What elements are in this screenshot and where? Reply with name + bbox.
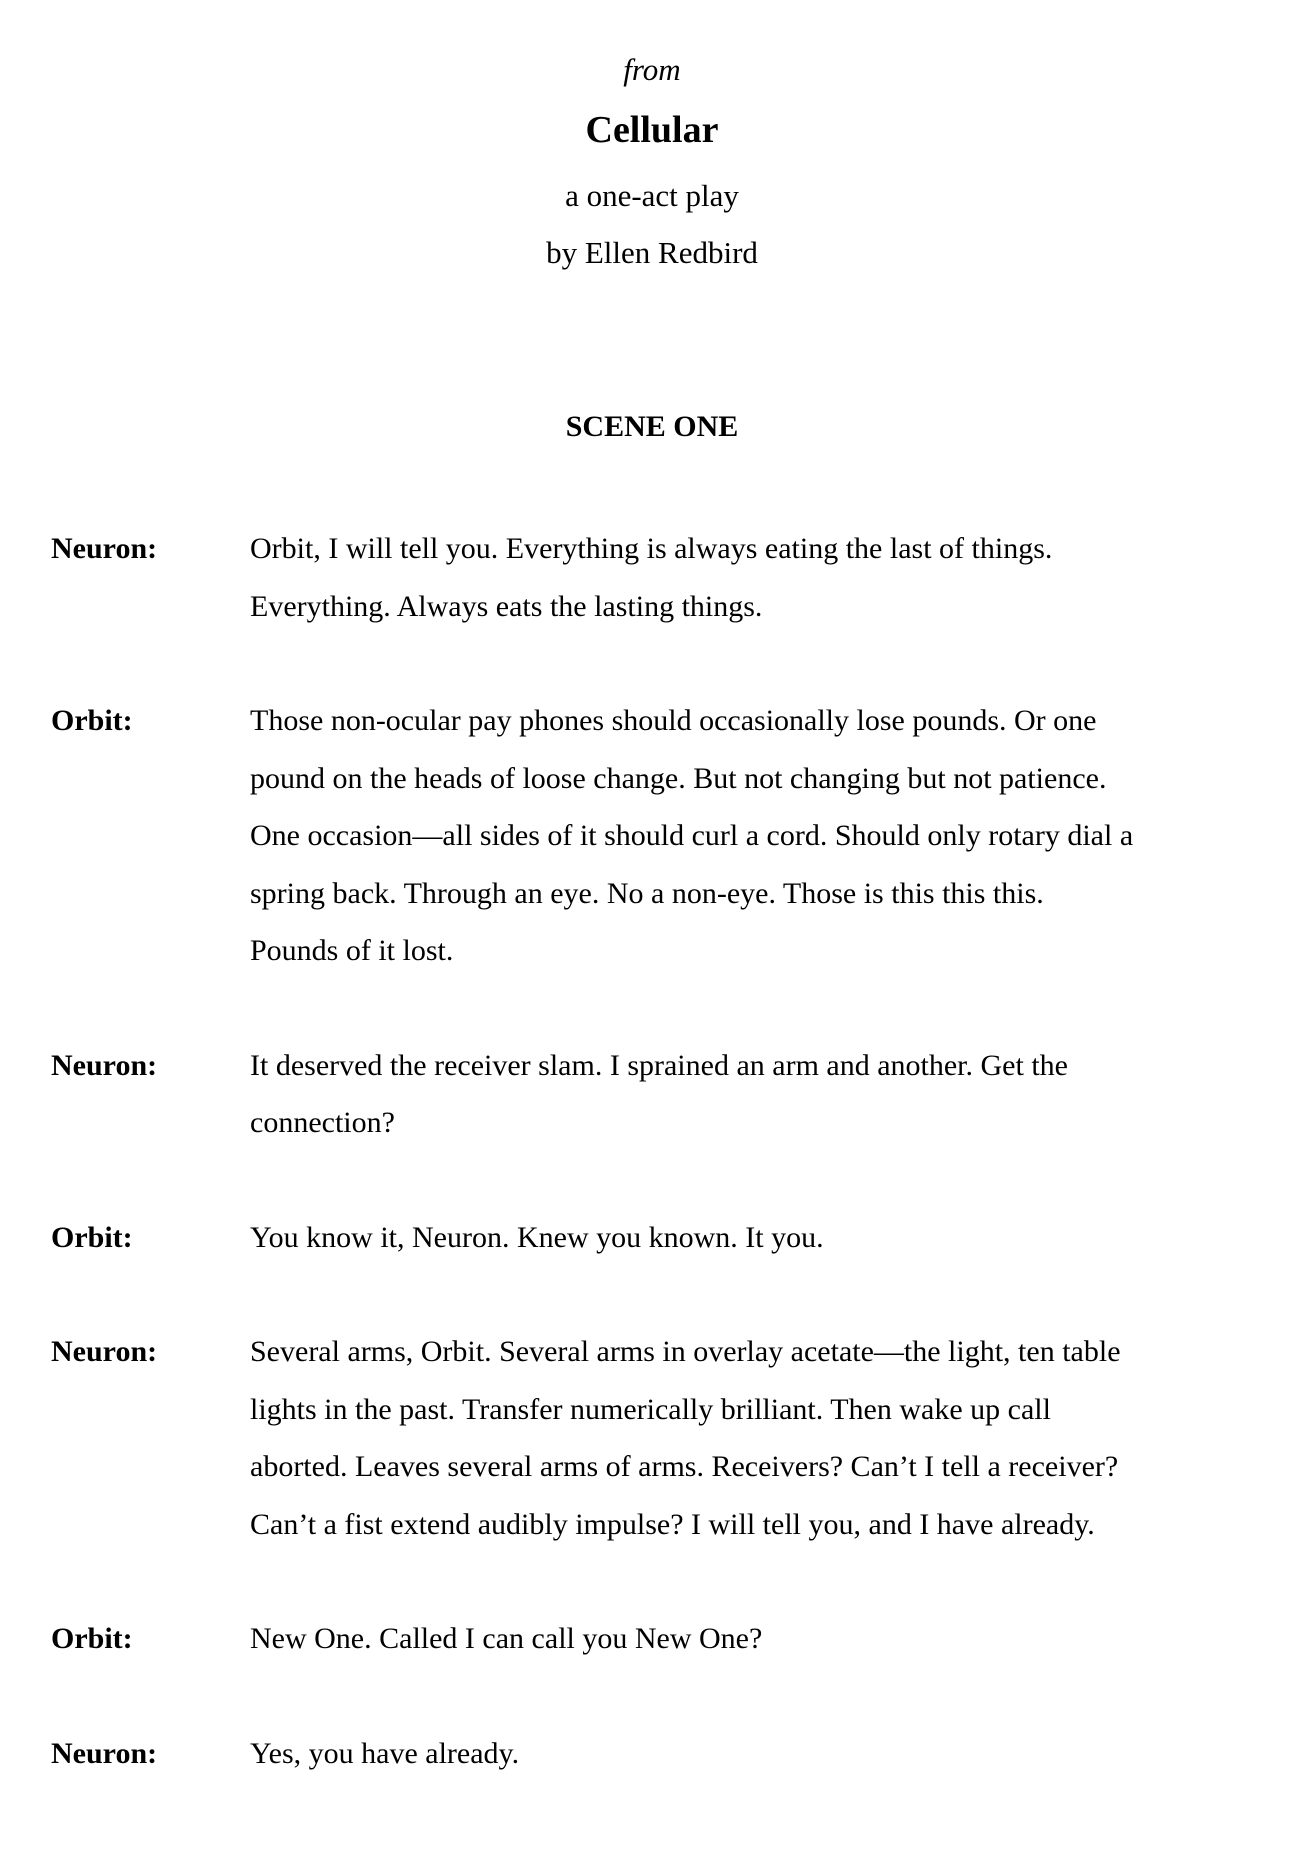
dialogue-text <box>250 1209 1260 1267</box>
play-author: by Ellen Redbird <box>546 235 758 270</box>
dialogue-text <box>250 520 1260 635</box>
dialogue-entry <box>0 692 1304 980</box>
dialogue-line: Several arms, Orbit. Several arms in overlay acetate—the light, ten table <box>250 1335 1121 1368</box>
speaker-name: Orbit: <box>51 704 133 737</box>
dialogue-line: connection? <box>250 1106 395 1139</box>
dialogue-line: Everything. Always eats the lasting things. <box>250 589 763 623</box>
dialogue-line: Pounds of it lost. <box>250 934 454 967</box>
dialogue-text <box>250 1323 1260 1553</box>
dialogue-entry <box>0 1610 1304 1668</box>
dialogue-entry <box>0 1037 1304 1152</box>
dialogue-entry <box>0 1725 1304 1783</box>
speaker-name: Neuron: <box>51 1335 158 1368</box>
dialogue-line: spring back. Through an eye. No a non-eye. Those is this this this. <box>250 876 1044 910</box>
speaker-name: Neuron: <box>51 1048 158 1082</box>
dialogue-entry <box>0 520 1304 635</box>
dialogue-line: aborted. Leaves several arms of arms. Receivers? Can’t I tell a receiver? <box>250 1450 1119 1483</box>
dialogue-line: You know it, Neuron. Knew you known. It you. <box>250 1220 824 1254</box>
dialogue-line: Orbit, I will tell you. Everything is always eating the last of things. <box>250 532 1053 565</box>
dialogue-text <box>250 692 1260 980</box>
speaker-name: Orbit: <box>51 1622 133 1655</box>
from-label: from <box>623 52 681 87</box>
speaker-name: Neuron: <box>51 1736 158 1770</box>
dialogue-line: Can’t a fist extend audibly impulse? I will tell you, and I have already. <box>250 1507 1095 1541</box>
dialogue-line: Yes, you have already. <box>250 1736 520 1770</box>
dialogue-line: New One. Called I can call you New One? <box>250 1622 763 1655</box>
dialogue-text <box>250 1037 1260 1152</box>
scene-heading: SCENE ONE <box>565 410 739 443</box>
speaker-name: Neuron: <box>51 532 158 565</box>
dialogue-entry <box>0 1209 1304 1267</box>
dialogue-line: pound on the heads of loose change. But not changing but not patience. <box>250 761 1107 795</box>
dialogue-text <box>250 1610 1260 1668</box>
speaker-name: Orbit: <box>51 1220 133 1254</box>
play-subtitle: a one-act play <box>565 178 739 213</box>
dialogue-entry <box>0 1323 1304 1553</box>
dialogue-text <box>250 1725 1260 1783</box>
dialogue-line: One occasion—all sides of it should curl a cord. Should only rotary dial a <box>250 819 1134 852</box>
dialogue-line: It deserved the receiver slam. I sprained an arm and another. Get the <box>250 1048 1068 1082</box>
dialogue-list <box>0 520 1304 1839</box>
dialogue-line: lights in the past. Transfer numerically brilliant. Then wake up call <box>250 1392 1051 1426</box>
play-title: Cellular <box>585 109 719 151</box>
dialogue-line: Those non-ocular pay phones should occasionally lose pounds. Or one <box>250 704 1097 737</box>
